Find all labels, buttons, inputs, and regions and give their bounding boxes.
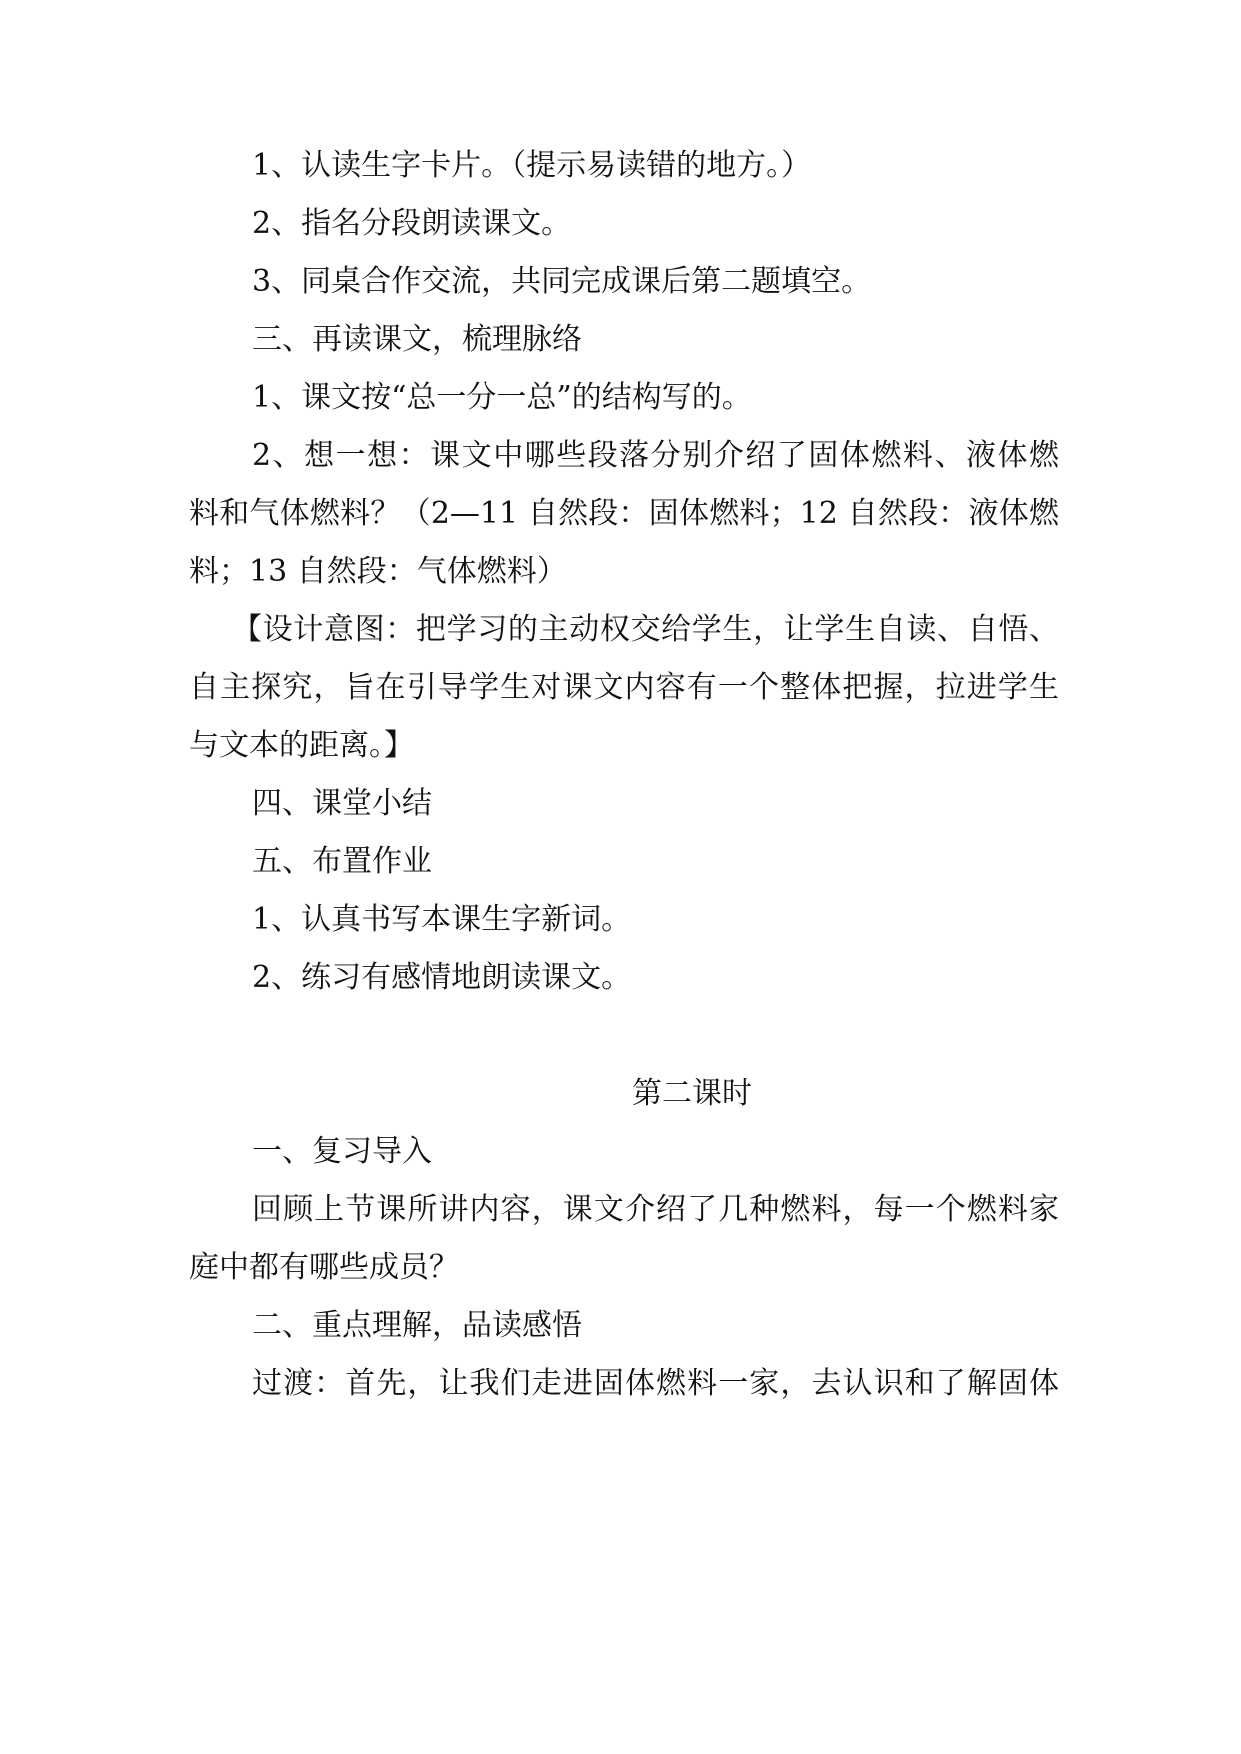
design-note-line: 自主探究，旨在引导学生对课文内容有一个整体把握，拉进学生 [189,670,1059,705]
section-heading: 四、课堂小结 [252,786,432,821]
paragraph-line: 1、认真书写本课生字新词。 [252,902,632,937]
design-note-line: 与文本的距离。】 [189,728,414,763]
section-heading: 三、再读课文，梳理脉络 [252,322,582,357]
paragraph-line: 料和气体燃料？（2—11 自然段：固体燃料；12 自然段：液体燃 [189,496,1059,531]
section-heading: 一、复习导入 [252,1134,432,1169]
section-heading: 五、布置作业 [252,844,432,879]
paragraph-line: 庭中都有哪些成员？ [189,1250,459,1285]
design-note-line: 【设计意图：把学习的主动权交给学生，让学生自读、自悟、 [232,612,1059,647]
paragraph-line: 回顾上节课所讲内容，课文介绍了几种燃料，每一个燃料家 [252,1192,1059,1227]
section-heading: 二、重点理解，品读感悟 [252,1308,582,1343]
paragraph-line: 1、课文按“总一分一总”的结构写的。 [252,380,752,415]
paragraph-line: 过渡：首先，让我们走进固体燃料一家，去认识和了解固体 [252,1366,1059,1401]
paragraph-line: 1、认读生字卡片。（提示易读错的地方。） [252,148,812,183]
paragraph-line: 3、同桌合作交流，共同完成课后第二题填空。 [252,264,872,299]
paragraph-line: 2、指名分段朗读课文。 [252,206,572,241]
paragraph-line: 2、想一想：课文中哪些段落分别介绍了固体燃料、液体燃 [252,438,1059,473]
lesson-title: 第二课时 [632,1076,752,1111]
paragraph-line: 料；13 自然段：气体燃料） [189,554,567,589]
paragraph-line: 2、练习有感情地朗读课文。 [252,960,632,995]
